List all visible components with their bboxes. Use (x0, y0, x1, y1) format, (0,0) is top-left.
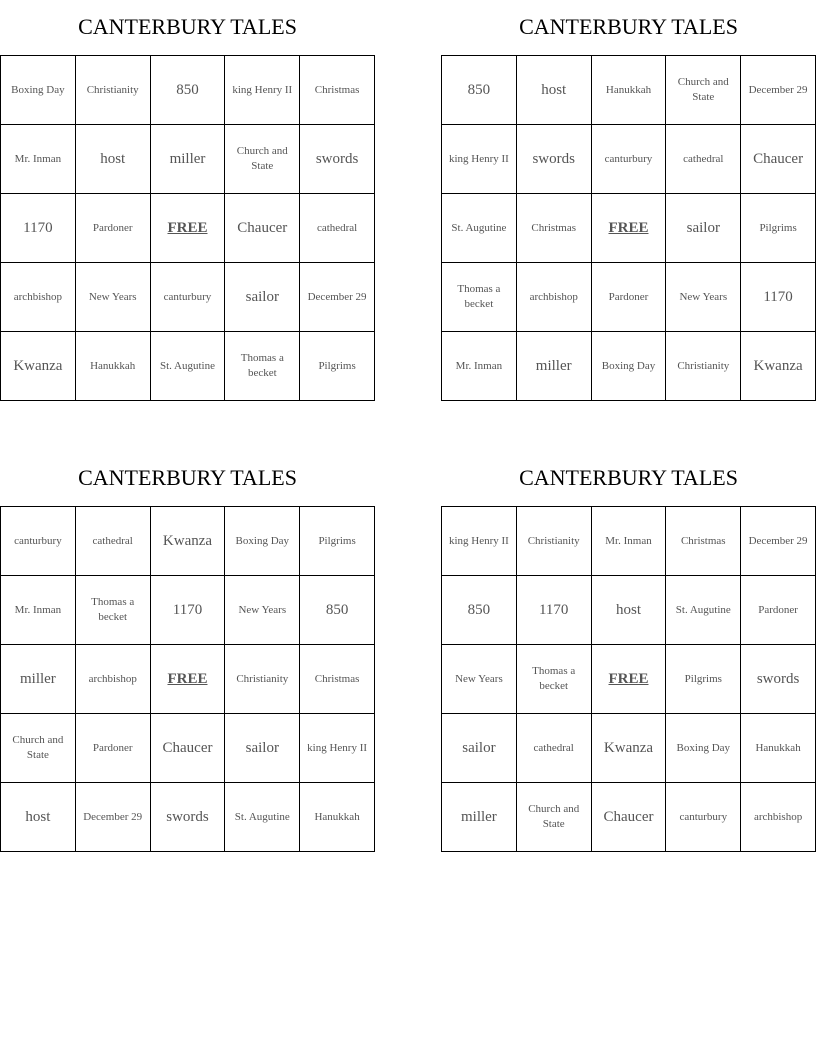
bingo-cell[interactable]: king Henry II (442, 125, 517, 194)
grid-row (442, 56, 816, 125)
bingo-cell[interactable]: Pardoner (75, 194, 150, 263)
grid-row (1, 645, 375, 714)
bingo-cell[interactable]: archbishop (741, 783, 816, 852)
bingo-cell[interactable]: swords (516, 125, 591, 194)
bingo-cell[interactable]: sailor (666, 194, 741, 263)
bingo-grid (441, 506, 816, 852)
bingo-cell[interactable]: cathedral (300, 194, 375, 263)
bingo-cell[interactable]: host (1, 783, 76, 852)
bingo-cell[interactable]: archbishop (1, 263, 76, 332)
grid-row (442, 714, 816, 783)
bingo-cell[interactable]: Thomas a becket (442, 263, 517, 332)
bingo-cell[interactable]: Christmas (666, 507, 741, 576)
bingo-cell[interactable]: Pardoner (75, 714, 150, 783)
grid-row (1, 507, 375, 576)
bingo-cell[interactable]: Hanukkah (591, 56, 666, 125)
bingo-cell[interactable]: Christianity (225, 645, 300, 714)
bingo-cell[interactable]: host (591, 576, 666, 645)
bingo-cell[interactable]: Kwanza (591, 714, 666, 783)
bingo-cell[interactable]: Chaucer (150, 714, 225, 783)
bingo-cell[interactable]: king Henry II (225, 56, 300, 125)
grid-row (1, 332, 375, 401)
bingo-cell[interactable]: Christianity (666, 332, 741, 401)
grid-row (442, 783, 816, 852)
bingo-cell[interactable]: Church and State (225, 125, 300, 194)
bingo-cell[interactable]: miller (516, 332, 591, 401)
grid-row (1, 263, 375, 332)
bingo-cell[interactable]: St. Augutine (150, 332, 225, 401)
free-space-cell[interactable]: FREE (591, 194, 666, 263)
bingo-grid (0, 506, 375, 852)
bingo-cell[interactable]: Boxing Day (666, 714, 741, 783)
grid-row (1, 714, 375, 783)
bingo-cell[interactable]: Boxing Day (591, 332, 666, 401)
bingo-cell[interactable]: New Years (225, 576, 300, 645)
bingo-cell[interactable]: Kwanza (150, 507, 225, 576)
bingo-cell[interactable]: Chaucer (741, 125, 816, 194)
bingo-cell[interactable]: Mr. Inman (1, 125, 76, 194)
bingo-cell[interactable]: 850 (442, 576, 517, 645)
bingo-cell[interactable]: Christmas (300, 56, 375, 125)
bingo-cell[interactable]: king Henry II (300, 714, 375, 783)
bingo-cell[interactable]: Pilgrims (741, 194, 816, 263)
bingo-cell[interactable]: cathedral (516, 714, 591, 783)
bingo-cell[interactable]: Christmas (300, 645, 375, 714)
bingo-cell[interactable]: Mr. Inman (442, 332, 517, 401)
bingo-cell[interactable]: king Henry II (442, 507, 517, 576)
grid-row (1, 56, 375, 125)
bingo-cell[interactable]: 1170 (150, 576, 225, 645)
bingo-cell[interactable]: Chaucer (225, 194, 300, 263)
bingo-cell[interactable]: swords (741, 645, 816, 714)
bingo-cell[interactable]: Hanukkah (300, 783, 375, 852)
bingo-cell[interactable]: 1170 (1, 194, 76, 263)
free-space-cell[interactable]: FREE (150, 645, 225, 714)
bingo-cell[interactable]: Boxing Day (225, 507, 300, 576)
card-title: CANTERBURY TALES (78, 465, 297, 490)
bingo-cell[interactable]: sailor (442, 714, 517, 783)
bingo-cell[interactable]: miller (1, 645, 76, 714)
bingo-cell[interactable]: cathedral (75, 507, 150, 576)
bingo-cell[interactable]: Pilgrims (300, 332, 375, 401)
free-space-cell[interactable]: FREE (591, 645, 666, 714)
bingo-cell[interactable]: canturbury (1, 507, 76, 576)
bingo-cell[interactable]: Mr. Inman (1, 576, 76, 645)
card-title: CANTERBURY TALES (78, 14, 297, 39)
bingo-cell[interactable]: Church and State (516, 783, 591, 852)
bingo-cell[interactable]: Christmas (516, 194, 591, 263)
bingo-cell[interactable]: Thomas a becket (75, 576, 150, 645)
grid-row (442, 507, 816, 576)
bingo-cell[interactable]: host (516, 56, 591, 125)
bingo-cell[interactable]: Pilgrims (666, 645, 741, 714)
bingo-cell[interactable]: archbishop (75, 645, 150, 714)
bingo-cell[interactable]: St. Augutine (442, 194, 517, 263)
bingo-cell[interactable]: Pilgrims (300, 507, 375, 576)
bingo-cell[interactable]: Chaucer (591, 783, 666, 852)
card-title: CANTERBURY TALES (519, 14, 738, 39)
card-title: CANTERBURY TALES (519, 465, 738, 490)
bingo-cell[interactable]: St. Augutine (225, 783, 300, 852)
bingo-cell[interactable]: 1170 (516, 576, 591, 645)
grid-row (442, 125, 816, 194)
bingo-cell[interactable]: Thomas a becket (225, 332, 300, 401)
bingo-cell[interactable]: miller (150, 125, 225, 194)
bingo-cell[interactable]: December 29 (741, 56, 816, 125)
bingo-cell[interactable]: sailor (225, 714, 300, 783)
bingo-cell[interactable]: 1170 (741, 263, 816, 332)
bingo-cell[interactable]: archbishop (516, 263, 591, 332)
bingo-cell[interactable]: canturbury (666, 783, 741, 852)
grid-row (442, 194, 816, 263)
bingo-cell[interactable]: Hanukkah (75, 332, 150, 401)
bingo-cell[interactable]: Pardoner (741, 576, 816, 645)
bingo-cell[interactable]: 850 (150, 56, 225, 125)
bingo-cell[interactable]: Thomas a becket (516, 645, 591, 714)
bingo-cell[interactable]: Pardoner (591, 263, 666, 332)
bingo-cell[interactable]: December 29 (741, 507, 816, 576)
grid-row (442, 576, 816, 645)
bingo-cell[interactable]: canturbury (150, 263, 225, 332)
bingo-cell[interactable]: swords (300, 125, 375, 194)
bingo-cell[interactable]: miller (442, 783, 517, 852)
bingo-cell[interactable]: Church and State (666, 56, 741, 125)
bingo-cell[interactable]: sailor (225, 263, 300, 332)
bingo-cell[interactable]: swords (150, 783, 225, 852)
bingo-cell[interactable]: host (75, 125, 150, 194)
bingo-cell[interactable]: cathedral (666, 125, 741, 194)
bingo-cell[interactable]: Kwanza (1, 332, 76, 401)
grid-row (442, 263, 816, 332)
bingo-cell[interactable]: 850 (300, 576, 375, 645)
bingo-cell[interactable]: canturbury (591, 125, 666, 194)
bingo-cell[interactable]: Hanukkah (741, 714, 816, 783)
grid-row (1, 194, 375, 263)
bingo-cell[interactable]: New Years (666, 263, 741, 332)
bingo-cell[interactable]: December 29 (75, 783, 150, 852)
bingo-cell[interactable]: Church and State (1, 714, 76, 783)
bingo-cell[interactable]: Mr. Inman (591, 507, 666, 576)
bingo-cell[interactable]: New Years (442, 645, 517, 714)
bingo-cell[interactable]: Christianity (516, 507, 591, 576)
grid-row (1, 783, 375, 852)
bingo-cell[interactable]: December 29 (300, 263, 375, 332)
grid-row (1, 576, 375, 645)
grid-row (442, 332, 816, 401)
bingo-cell[interactable]: New Years (75, 263, 150, 332)
bingo-cell[interactable]: Kwanza (741, 332, 816, 401)
bingo-cell[interactable]: Boxing Day (1, 56, 76, 125)
bingo-grid (441, 55, 816, 401)
bingo-grid (0, 55, 375, 401)
free-space-cell[interactable]: FREE (150, 194, 225, 263)
bingo-cell[interactable]: 850 (442, 56, 517, 125)
bingo-cell[interactable]: Christianity (75, 56, 150, 125)
bingo-cell[interactable]: St. Augutine (666, 576, 741, 645)
grid-row (442, 645, 816, 714)
grid-row (1, 125, 375, 194)
